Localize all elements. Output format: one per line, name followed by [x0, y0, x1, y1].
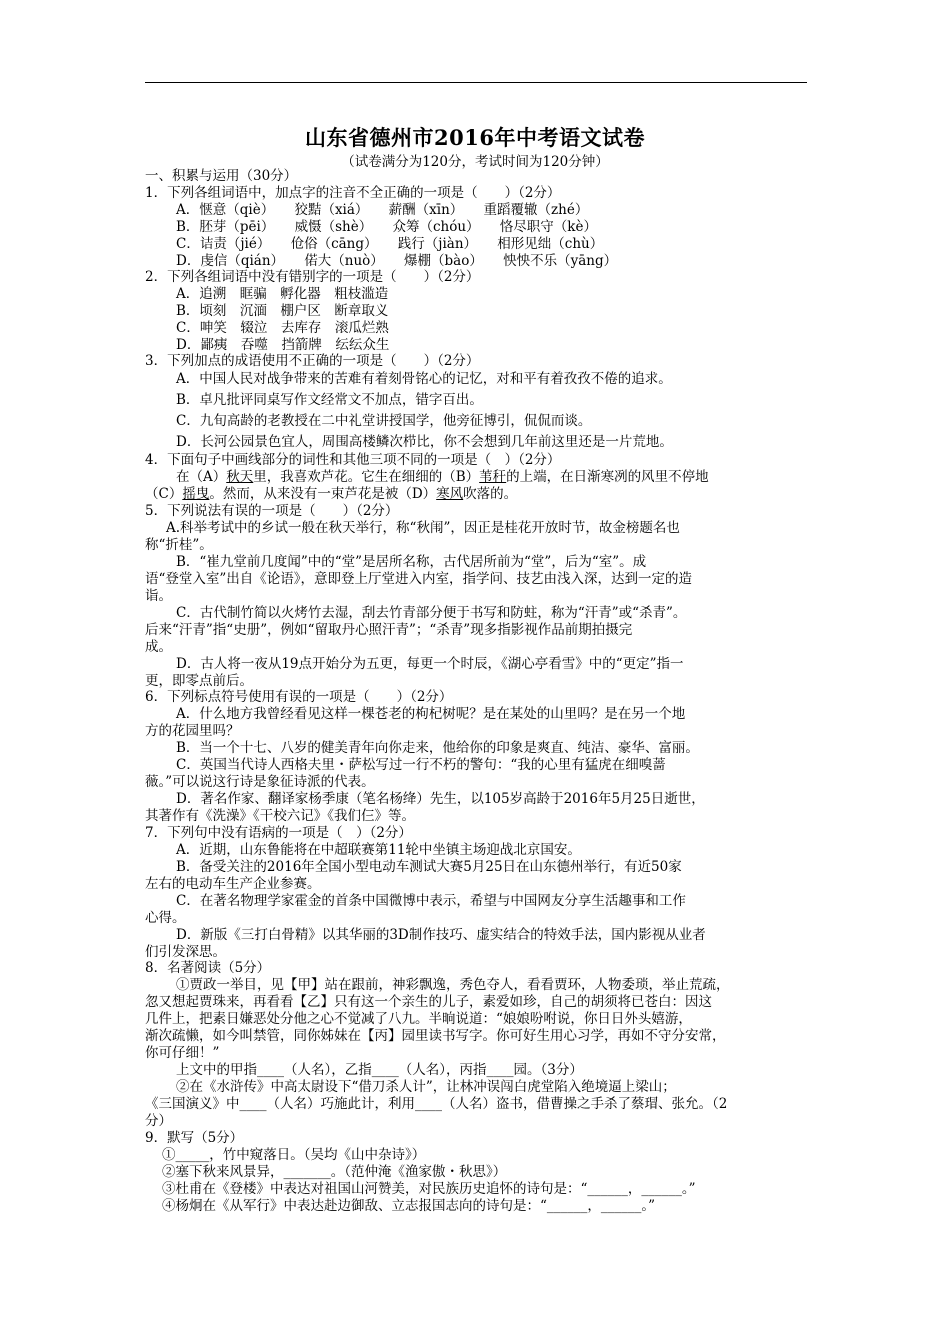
question-4-passage-line1: 在（A）秋天里，我喜欢芦花。它生在细细的（B）苇秆的上端，在日渐寒冽的风里不停地 [176, 469, 709, 485]
question-6-option-a-cont: 方的花园里吗？ [145, 723, 240, 739]
question-5-option-b-cont2: 诣。 [145, 588, 172, 604]
question-5-option-a: A.科举考试中的乡试一般在秋天举行，称“秋闱”，因正是桂花开放时节，故金榜题名也 [166, 520, 680, 536]
question-5-option-c-cont: 后来“汗青”指“史册”，例如“留取丹心照汗青”；“杀青”现多指影视作品前期拍摄完 [145, 622, 633, 638]
question-3-option-d: D．长河公园景色宜人，周围高楼鳞次栉比，你不会想到几年前这里还是一片荒地。 [176, 434, 673, 450]
question-5-stem: 5．下列说法有误的一项是（ ）（2分） [145, 503, 399, 519]
question-1-option-c: C．诘责（jié） 伧俗（cāng） 践行（jiàn） 相形见绌（chù） [176, 236, 604, 252]
question-8-fill-blank-2: 《三国演义》中____（人名）巧施此计，利用____（人名）盗书，借曹操之手杀了蔡瑁、张允。（2 [145, 1096, 728, 1112]
question-8-passage-line1: ①贾政一举目，见【甲】站在跟前，神彩飘逸，秀色夺人，看看贾环，人物委琐，举止荒疏， [176, 977, 730, 993]
underlined-word-d: 寒风 [436, 486, 464, 502]
question-8-passage-line6: ②在《水浒传》中高太尉设下“借刀杀人计”，让林冲误闯白虎堂陷入绝境逼上梁山； [176, 1079, 676, 1095]
question-9-line1: ①_____，竹中窥落日。（吴均《山中杂诗》） [162, 1147, 426, 1163]
question-2-option-a: A．追溯 眶骗 孵化器 粗枝滥造 [176, 286, 389, 302]
question-6-option-c-cont: 薇。”可以说这行诗是象征诗派的代表。 [145, 774, 375, 790]
question-4-passage-line2: （C）摇曳。然而，从来没有一束芦花是被（D）寒风吹落的。 [145, 486, 518, 502]
underlined-word-a: 秋天 [226, 469, 254, 485]
question-7-option-c: C．在著名物理学家霍金的首条中国微博中表示，希望与中国网友分享生活趣事和工作 [176, 893, 686, 909]
question-9-line3: ③杜甫在《登楼》中表达对祖国山河赞美，对民族历史追怀的诗句是：“______，______。” [162, 1181, 696, 1197]
question-7-option-a: A．近期，山东鲁能将在中超联赛第11轮中坐镇主场迎战北京国安。 [176, 842, 581, 858]
question-3-option-a: A．中国人民对战争带来的苦难有着刻骨铭心的记忆，对和平有着孜孜不倦的追求。 [176, 371, 672, 387]
question-2-option-c: C．呻笑 辍泣 去库存 滚瓜烂熟 [176, 320, 389, 336]
question-6-option-c: C．英国当代诗人西格夫里・萨松写过一行不朽的警句：“我的心里有猛虎在细嗅蔷 [176, 757, 666, 773]
question-9-line2: ②塞下秋来风景异，_______。（范仲淹《渔家傲・秋思》） [162, 1164, 507, 1180]
question-7-option-c-cont: 心得。 [145, 910, 186, 926]
question-9-line4: ④杨炯在《从军行》中表达赴边御敌、立志报国志向的诗句是：“______，______。” [162, 1198, 656, 1214]
header-rule [145, 82, 807, 83]
question-2-option-d: D．鄙痍 吞噬 挡箭牌 纭纭众生 [176, 337, 390, 353]
question-5-option-b-cont: 语“登堂入室”出自《论语》，意即登上厅堂进入内室，指学问、技艺由浅入深，达到一定的造 [145, 571, 693, 587]
question-5-option-c-cont2: 成。 [145, 639, 172, 655]
question-8-passage-line2: 忽又想起贾珠来，再看看【乙】只有这一个亲生的儿子，素爱如珍，自己的胡须将已苍白：因这 [145, 994, 712, 1010]
question-7-option-d: D．新版《三打白骨精》以其华丽的3D制作技巧、虚实结合的特效手法，国内影视从业者 [176, 927, 706, 943]
question-7-stem: 7．下列句中没有语病的一项是（ ）（2分） [145, 825, 412, 841]
question-2-option-b: B．顷刻 沉湎 棚户区 断章取义 [176, 303, 389, 319]
question-8-fill-blank-2-cont: 分） [145, 1113, 172, 1129]
question-3-option-c: C．九旬高龄的老教授在二中礼堂讲授国学，他旁征博引，侃侃而谈。 [176, 413, 592, 429]
page-title: 山东省德州市2016年中考语文试卷 [305, 125, 645, 150]
question-5-option-d-cont: 更，即零点前后。 [145, 673, 253, 689]
question-9-stem: 9．默写（5分） [145, 1130, 244, 1146]
question-8-fill-blank-1: 上文中的甲指____（人名），乙指____（人名），丙指____园。（3分） [176, 1062, 583, 1078]
question-6-option-d-cont: 其著作有《洗澡》《干校六记》《我们仨》等。 [145, 808, 415, 824]
question-4-stem: 4．下面句子中画线部分的词性和其他三项不同的一项是（ ）（2分） [145, 452, 561, 468]
question-7-option-d-cont: 们引发深思。 [145, 944, 226, 960]
section-heading: 一、积累与运用（30分） [145, 168, 298, 184]
question-8-passage-line4: 渐次疏懒，如今叫禁管，同你姊妹在【丙】园里读书写字。你可好生用心习学，再如不守分安常， [145, 1028, 726, 1044]
question-8-passage-line5: 你可仔细！” [145, 1045, 220, 1061]
question-6-option-d: D．著名作家、翻译家杨季康（笔名杨绛）先生，以105岁高龄于2016年5月25日逝世， [176, 791, 705, 807]
underlined-word-b: 苇秆 [479, 469, 507, 485]
question-6-stem: 6．下列标点符号使用有误的一项是（ ）（2分） [145, 689, 453, 705]
question-8-passage-line3: 几件上，把素日嫌恶处分他之心不觉减了八九。半晌说道：“娘娘吩咐说，你日日外头嬉游， [145, 1011, 692, 1027]
question-1-option-d: D．虔信（qián） 偌大（nuò） 爆棚（bào） 怏怏不乐（yāng） [176, 253, 618, 269]
question-1-option-a: A．惬意（qiè） 狡黠（xiá） 薪酬（xīn） 重蹈覆辙（zhé） [176, 202, 589, 218]
question-7-option-b: B．备受关注的2016年全国小型电动车测试大赛5月25日在山东德州举行，有近50家 [176, 859, 682, 875]
question-3-stem: 3．下列加点的成语使用不正确的一项是（ ）（2分） [145, 353, 480, 369]
question-1-stem: 1．下列各组词语中，加点字的注音不全正确的一项是（ ）（2分） [145, 185, 561, 201]
page-subtitle: （试卷满分为120分，考试时间为120分钟） [341, 154, 609, 170]
question-5-option-a-cont: 称“折桂”。 [145, 537, 213, 553]
question-1-option-b: B．胚芽（pēi） 威慑（shè） 众筹（chóu） 恪尽职守（kè） [176, 219, 597, 235]
question-5-option-b: B．“崔九堂前几度闻”中的“堂”是居所名称，古代居所前为“堂”，后为“室”。成 [176, 554, 647, 570]
question-6-option-b: B．当一个十七、八岁的健美青年向你走来，他给你的印象是爽直、纯洁、豪华、富丽。 [176, 740, 699, 756]
question-2-stem: 2．下列各组词语中没有错别字的一项是（ ）（2分） [145, 269, 480, 285]
question-8-stem: 8．名著阅读（5分） [145, 960, 271, 976]
underlined-word-c: 摇曳 [182, 486, 210, 502]
question-5-option-d: D．古人将一夜从19点开始分为五更，每更一个时辰，《湖心亭看雪》中的“更定”指一 [176, 656, 684, 672]
question-3-option-b: B．卓凡批评同桌写作文经常文不加点，错字百出。 [176, 392, 483, 408]
question-5-option-c: C．古代制竹简以火烤竹去湿，刮去竹青部分便于书写和防蛀，称为“汗青”或“杀青”。 [176, 605, 687, 621]
question-7-option-b-cont: 左右的电动车生产企业参赛。 [145, 876, 321, 892]
question-6-option-a: A．什么地方我曾经看见这样一棵苍老的枸杞树呢？是在某处的山里吗？是在另一个地 [176, 706, 686, 722]
